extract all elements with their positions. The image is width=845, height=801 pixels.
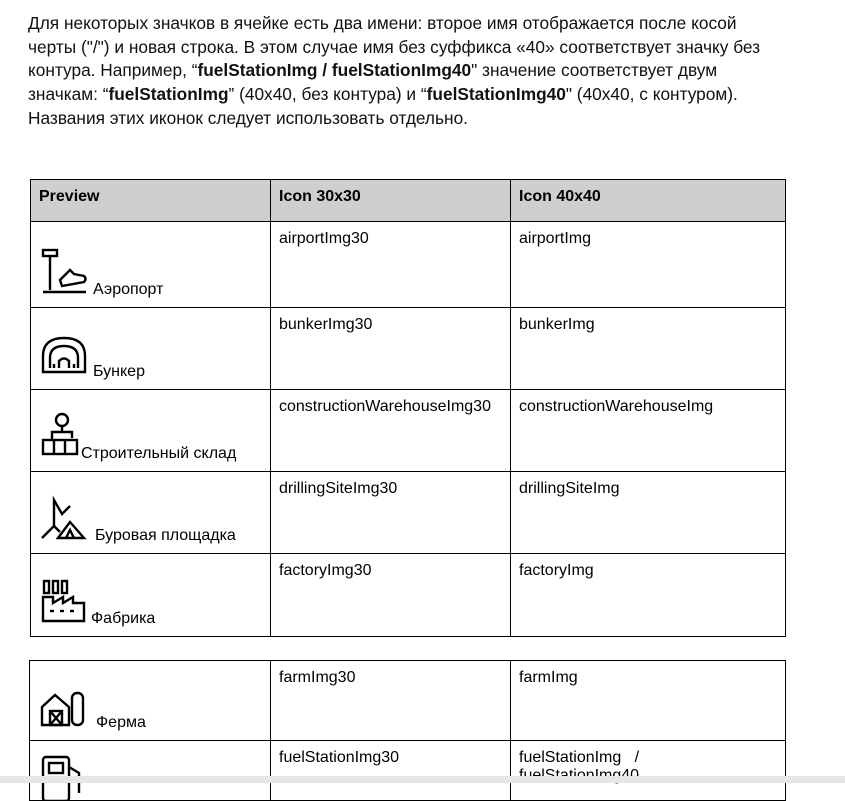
preview-label: Ферма <box>96 714 146 731</box>
table-row <box>30 741 786 801</box>
icon30-name: farmImg30 <box>271 661 511 741</box>
preview-label: Аэропорт <box>93 281 164 298</box>
icon40-name: drillingSiteImg <box>511 472 786 554</box>
preview-cell <box>30 661 271 741</box>
icon40-name: airportImg <box>511 222 786 308</box>
intro-paragraph: Для некоторых значков в ячейке есть два имени: второе имя отображается после косой черты ("/") и новая строка. В этом случае имя без суффикса «40» соответствует значку без контура. Например, “fuelStationImg / fuelStationImg40" значение соответствует двум значкам: “fuelStationImg” (40x40, без контура) и “fuelStationImg40" (40x40, с контуром). Названия этих иконок следует использовать отдельно. <box>28 13 761 128</box>
icon40-name: farmImg <box>511 661 786 741</box>
table-row <box>30 661 786 741</box>
farm-icon <box>39 679 87 731</box>
preview-label: Фабрика <box>91 610 156 627</box>
factory-icon <box>40 575 88 627</box>
example-name-bold: fuelStationImg / fuelStationImg40 <box>197 60 472 81</box>
icons-table <box>30 179 786 637</box>
header-preview: Preview <box>31 180 271 222</box>
preview-cell <box>31 222 271 308</box>
icon40-name-primary: fuelStationImg / <box>519 749 640 766</box>
preview-cell <box>31 390 271 472</box>
icon30-name: factoryImg30 <box>271 554 511 637</box>
table-row <box>31 554 786 637</box>
preview-label: Бункер <box>93 363 145 380</box>
preview-cell <box>31 472 271 554</box>
icon40-name: bunkerImg <box>511 308 786 390</box>
drilling-site-icon <box>40 492 88 544</box>
bunker-icon <box>40 328 88 380</box>
table-row <box>31 390 786 472</box>
icon30-name: constructionWarehouseImg30 <box>271 390 511 472</box>
header-icon-30: Icon 30x30 <box>271 180 511 222</box>
header-icon-40: Icon 40x40 <box>511 180 786 222</box>
table-row <box>31 472 786 554</box>
icon30-name: airportImg30 <box>271 222 511 308</box>
table-header-row <box>31 180 786 222</box>
icon30-name: bunkerImg30 <box>271 308 511 390</box>
page-bottom-bar <box>0 776 845 783</box>
icon30-name: fuelStationImg30 <box>271 741 511 801</box>
table-row <box>31 308 786 390</box>
preview-cell <box>31 308 271 390</box>
icon40-name: factoryImg <box>511 554 786 637</box>
preview-cell <box>30 741 271 801</box>
table-row <box>31 222 786 308</box>
icon40-name <box>511 741 786 801</box>
icon40-name: constructionWarehouseImg <box>511 390 786 472</box>
example-name-bold: fuelStationImg40 <box>426 84 566 105</box>
example-name-bold: fuelStationImg <box>108 84 229 105</box>
airport-icon <box>40 246 88 298</box>
preview-label: Строительный склад <box>81 445 237 462</box>
icon30-name: drillingSiteImg30 <box>271 472 511 554</box>
preview-label: Буровая площадка <box>95 527 236 544</box>
preview-cell <box>31 554 271 637</box>
